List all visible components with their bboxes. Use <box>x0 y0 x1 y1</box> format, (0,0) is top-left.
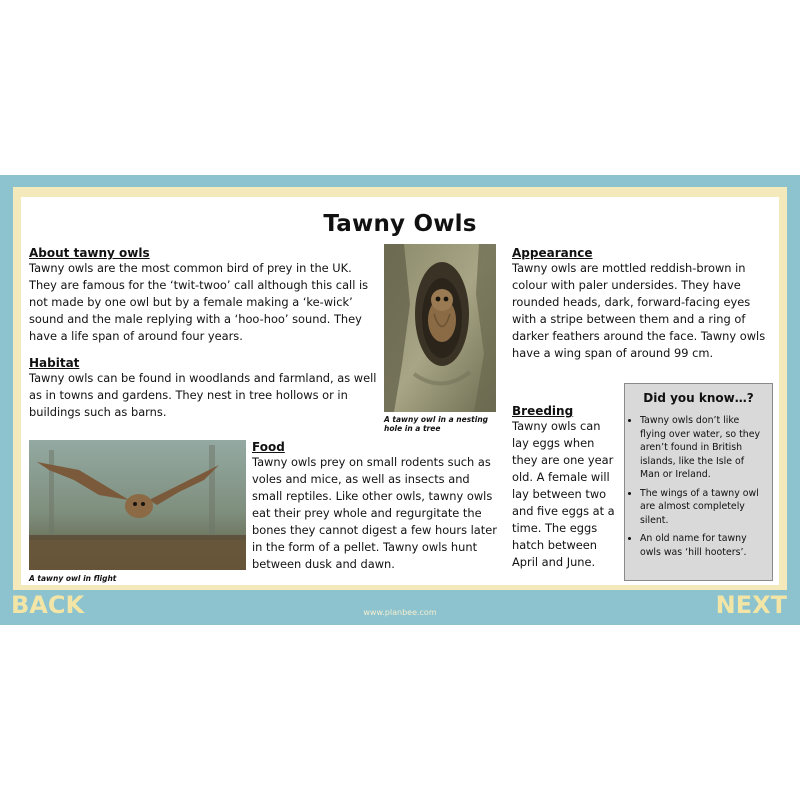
back-button[interactable]: BACK <box>11 591 85 619</box>
owl-in-tree-image <box>384 244 496 412</box>
owl-in-flight-image <box>29 440 246 570</box>
did-you-know-item: • An old name for tawny owls was ‘hill hooters’. <box>640 532 766 559</box>
about-heading: About tawny owls <box>29 246 150 260</box>
breeding-text: Tawny owls can lay eggs when they are one year old. A female will lay between two and five eggs at a time. The eggs hatch between April and June. <box>512 419 615 569</box>
flight-owl-photo <box>29 440 246 570</box>
nest-photo-caption: A tawny owl in a nesting hole in a tree <box>384 415 489 433</box>
did-you-know-item: • The wings of a tawny owl are almost completely silent. <box>640 487 766 528</box>
habitat-text: Tawny owls can be found in woodlands and farmland, as well as in towns and gardens. They nest in tree hollows or in buildings such as barns. <box>29 371 377 419</box>
page-border <box>13 187 787 590</box>
nest-owl-photo <box>384 244 496 412</box>
breeding-heading: Breeding <box>512 404 574 418</box>
flight-photo-caption: A tawny owl in flight <box>29 574 117 583</box>
slide-frame <box>0 175 800 625</box>
content-card <box>21 197 779 585</box>
food-heading: Food <box>252 440 285 454</box>
page-title: Tawny Owls <box>323 211 477 237</box>
habitat-heading: Habitat <box>29 356 80 370</box>
next-button[interactable]: NEXT <box>715 591 787 619</box>
did-you-know-title: Did you know…? <box>643 391 754 405</box>
footer-url: www.planbee.com <box>363 608 437 617</box>
appearance-heading: Appearance <box>512 246 593 260</box>
appearance-text: Tawny owls are mottled reddish-brown in colour with paler undersides. They have rounded heads, dark, forward-facing eyes with a stripe between them and a ring of darker feathers around the face. Tawny owls have a wing span of around 99 cm. <box>512 261 766 360</box>
food-text: Tawny owls prey on small rodents such as voles and mice, as well as insects and small reptiles. Like other owls, tawny owls eat their prey whole and regurgitate the bones they cannot digest a few hours later in the form of a pellet. Tawny owls hunt between dusk and dawn. <box>252 455 497 571</box>
about-text: Tawny owls are the most common bird of prey in the UK. They are famous for the ‘twit-twoo’ call although this call is not made by one owl but by a female making a ‘ke-wick’ sound and the male replying with a ‘hoo-hoo’ sound. They have a life span of around four years. <box>29 261 369 343</box>
did-you-know-list <box>625 414 772 559</box>
did-you-know-item: • Tawny owls don’t like flying over water, so they aren’t found in British islands, like the Isle of Man or Ireland. <box>640 414 766 482</box>
did-you-know-box <box>624 383 773 581</box>
